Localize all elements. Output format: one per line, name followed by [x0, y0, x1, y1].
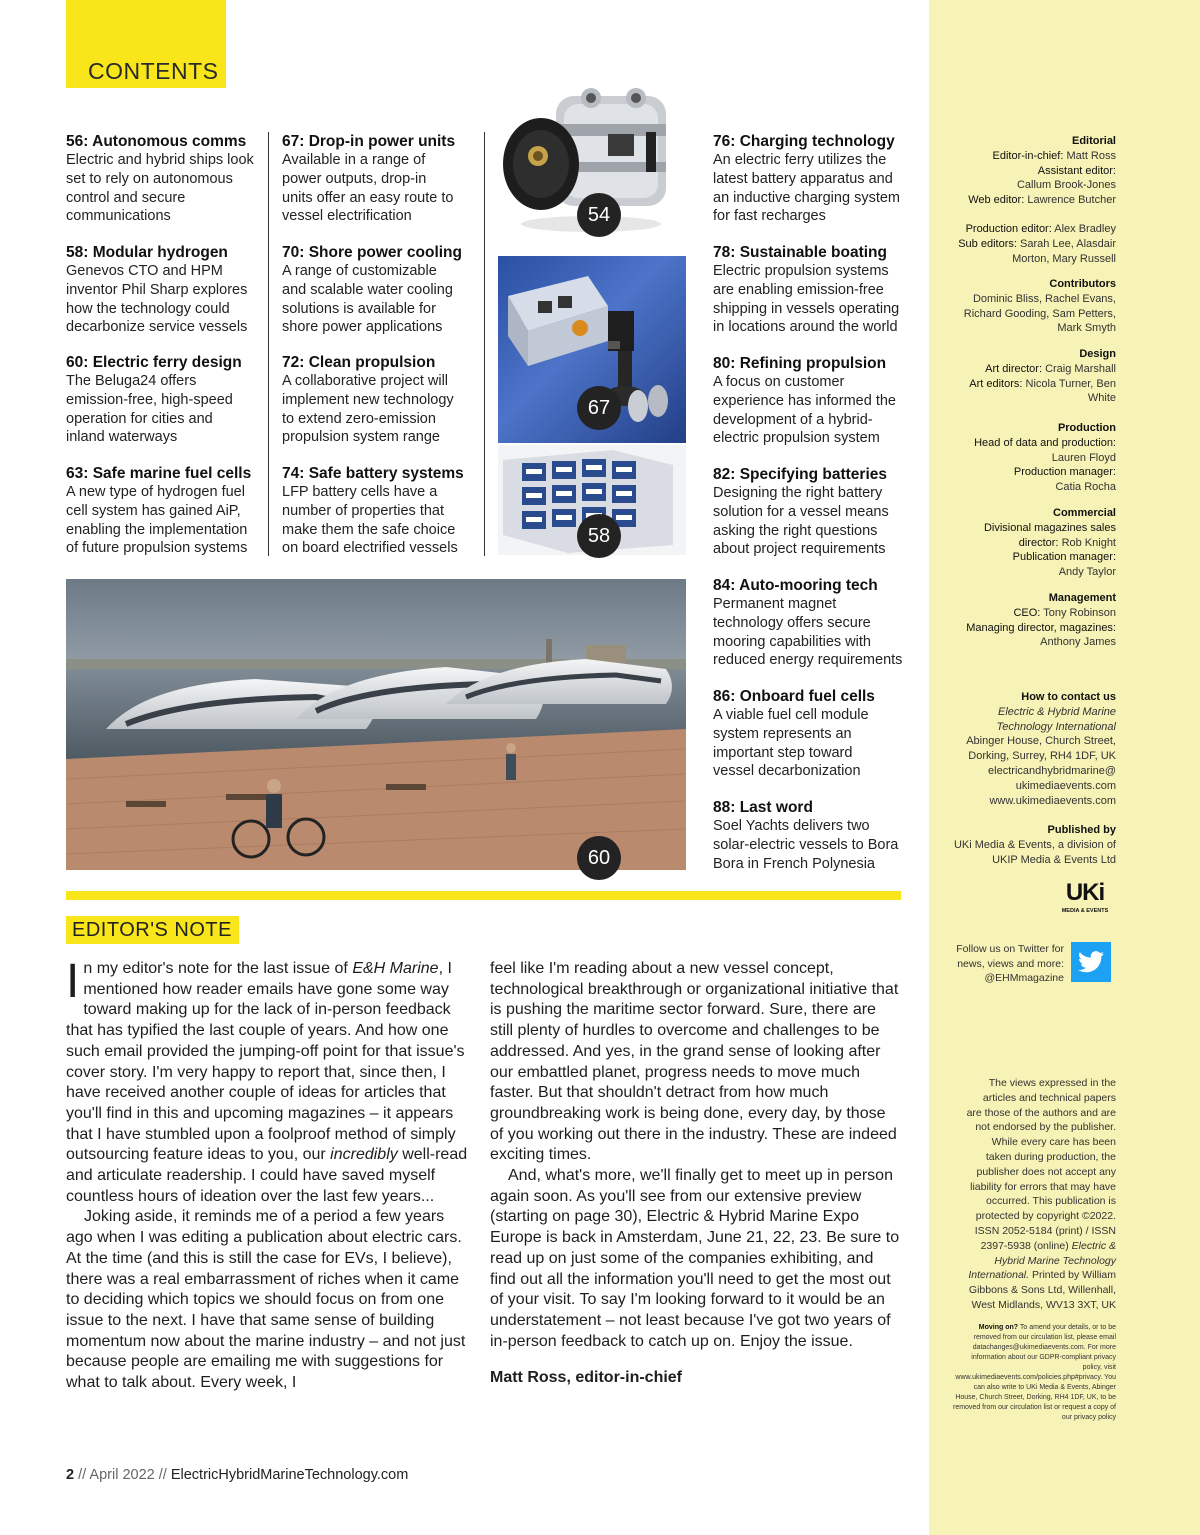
drop-cap: I	[66, 955, 80, 1008]
role-label: Art editors:	[969, 377, 1023, 390]
editor-signature: Matt Ross, editor-in-chief	[490, 1369, 683, 1387]
role-label: Head of data and production:	[974, 436, 1116, 449]
footer-separator: //	[74, 1467, 90, 1483]
toc-title: 78: Sustainable boating	[713, 244, 887, 261]
toc-entry	[66, 132, 271, 226]
notice-text: To amend your details, or to be removed from our circulation list, please email datachanges@ukimediaevents.com. For more information about our GDPR-compliant privacy policy, visit www.ukimediaevents.com/policies.php#privacy. You can also write to UKi Media & Events, Abinger House, Church Street, Dorking, RH4 1DF, UK, to be removed from our circulation list or request a copy of our privacy policy	[952, 1324, 1116, 1421]
masthead-production-editorial	[941, 222, 1116, 266]
role-name: Tony Robinson	[1043, 606, 1116, 619]
page-badge-60: 60	[577, 836, 621, 880]
toc-entry	[282, 132, 487, 226]
section-divider	[66, 891, 901, 900]
ferry-illustration	[66, 579, 686, 870]
role-name: Alex Bradley	[1054, 223, 1116, 235]
masthead-production	[956, 421, 1116, 495]
masthead-heading: Contributors	[1049, 278, 1116, 290]
text-run: , I mentioned how reader emails have gone some way toward making up for the lack of in-person feedback that has typified the last couple of years. And how one such email provided the jumping-off point for that issue's cover story. I'm very happy to report that, since then, I have received another couple of ideas for articles that you'll find in this and upcoming magazines – it appears that I have stumbled upon a foolproof method of simply outsourcing feature ideas to you, our	[66, 960, 465, 1164]
contact-email[interactable]: electricandhybridmarine@ ukimediaevents.com	[988, 764, 1116, 792]
toc-desc: The Beluga24 offers emission-free, high-speed operation for cities and inland waterways	[66, 373, 233, 446]
text-run: Printed by William Gibbons & Sons Ltd, Willenhall, West Midlands, WV13 3XT, UK	[968, 1269, 1116, 1311]
toc-desc: Soel Yachts delivers two solar-electric vessels to Bora Bora in French Polynesia	[713, 818, 899, 872]
column-divider	[484, 132, 485, 556]
contents-label: CONTENTS	[88, 58, 219, 84]
role-name: Catia Rocha	[1055, 481, 1116, 494]
toc-desc: LFP battery cells have a number of properties that make them the safe choice on board electrified vessels	[282, 484, 458, 557]
toc-title: 74: Safe battery systems	[282, 465, 464, 482]
toc-title: 60: Electric ferry design	[66, 354, 242, 371]
masthead-heading: Design	[1079, 348, 1116, 360]
ferry-photo	[66, 579, 686, 870]
toc-desc: A range of customizable and scalable water cooling solutions is available for shore power applications	[282, 263, 453, 336]
role-name: Nicola Turner, Ben White	[1025, 377, 1116, 405]
toc-desc: Available in a range of power outputs, drop-in units offer an easy route to vessel electrification	[282, 152, 454, 225]
editors-note-paragraph	[66, 955, 470, 1207]
toc-desc: A focus on customer experience has informed the development of a hybrid-electric propulsion system	[713, 374, 896, 447]
role-label: Divisional magazines sales director:	[983, 521, 1116, 549]
toc-desc: Genevos CTO and HPM inventor Phil Sharp explores how the technology could decarbonize service vessels	[66, 263, 248, 336]
toc-desc: Electric propulsion systems are enabling emission-free shipping in vessels operating in locations around the world	[713, 263, 900, 336]
masthead-editorial	[936, 134, 1116, 208]
magazine-title: Electric & Hybrid Marine Technology International.	[968, 1239, 1116, 1282]
toc-desc: A collaborative project will implement new technology to extend zero-emission propulsion system range	[282, 373, 454, 446]
logo-wordmark: UKi	[1065, 879, 1105, 906]
twitter-follow-text: Follow us on Twitter for news, views and more: @EHMmagazine	[956, 943, 1064, 984]
toc-desc: Permanent magnet technology offers secure mooring capabilities with reduced energy requirements	[713, 596, 903, 669]
toc-title: 72: Clean propulsion	[282, 354, 436, 371]
magazine-title: E&H Marine	[352, 960, 439, 977]
role-name: Sarah Lee, Alasdair Morton, Mary Russell	[1012, 237, 1116, 265]
disclaimer	[966, 1076, 1116, 1313]
moving-on-notice	[951, 1323, 1116, 1423]
publisher-name: UKi Media & Events, a division of UKIP Media & Events Ltd	[953, 838, 1116, 866]
toc-entry	[66, 464, 271, 558]
toc-desc: A new type of hydrogen fuel cell system has gained AiP, enabling the implementation of future propulsion systems	[66, 484, 248, 557]
toc-title: 80: Refining propulsion	[713, 355, 887, 372]
toc-title: 58: Modular hydrogen	[66, 244, 228, 261]
contact-address: Abinger House, Church Street, Dorking, Surrey, RH4 1DF, UK	[966, 735, 1116, 763]
role-label: Managing director, magazines:	[966, 621, 1116, 634]
masthead-design	[966, 347, 1116, 406]
page-number: 2	[66, 1467, 75, 1483]
toc-entry	[66, 243, 271, 337]
masthead-heading: How to contact us	[1021, 691, 1116, 703]
toc-desc: Designing the right battery solution for a vessel means asking the right questions about project requirements	[713, 485, 889, 558]
role-name: Anthony James	[1040, 636, 1116, 649]
toc-title: 86: Onboard fuel cells	[713, 688, 875, 705]
toc-title: 67: Drop-in power units	[282, 133, 456, 150]
page-badge-58: 58	[577, 514, 621, 558]
toc-title: 84: Auto-mooring tech	[713, 577, 878, 594]
role-label: Sub editors:	[958, 237, 1017, 250]
toc-title: 56: Autonomous comms	[66, 133, 247, 150]
masthead-heading: Commercial	[1053, 507, 1116, 519]
masthead-heading: Production	[1057, 422, 1116, 434]
twitter-bird-glyph	[1078, 951, 1104, 973]
toc-entry	[713, 576, 918, 670]
role-label: Production editor:	[965, 223, 1052, 235]
editors-note-paragraph: And, what's more, we'll finally get to meet up in person again soon. As you'll see from our extensive preview (starting on page 30), Electric & Hybrid Marine Expo Europe is back in Amsterdam, June 21, 22, 23. Be sure to read up on just some of the companies exhibiting, and find out all the information you'll need to get the most out of your visit. To say I'm looking forward to it would be an understatement – not least because I've got two years of in-person feedback to catch up on. Enjoy the issue.	[490, 1167, 900, 1350]
toc-entry	[713, 687, 918, 781]
toc-entry	[713, 132, 918, 226]
role-name: Callum Brook-Jones	[1016, 179, 1116, 192]
role-name: Lawrence Butcher	[1027, 194, 1116, 207]
editors-note-column-1	[66, 955, 470, 1394]
role-label: Art director:	[985, 362, 1043, 375]
role-name: Andy Taylor	[1058, 566, 1116, 579]
toc-entry	[713, 798, 918, 873]
contact-website[interactable]: www.ukimediaevents.com	[989, 794, 1116, 807]
masthead-commercial	[946, 506, 1116, 580]
toc-title: 76: Charging technology	[713, 133, 895, 150]
role-name: Craig Marshall	[1045, 362, 1116, 375]
role-label: Assistant editor:	[1037, 164, 1116, 177]
editors-note-paragraph: feel like I'm reading about a new vessel concept, technological breakthrough or organizational initiative that is pushing the maritime sector forward. Sure, there are still plenty of hurdles to overcome and challenges to be addressed. And yes, in the grand sense of looking after our embattled planet, progress needs to move much faster. But that shouldn't detract from how much groundbreaking work is being done, every day, by those of you working out there in the industry. These are indeed exciting times.	[490, 960, 899, 1164]
logo-tagline: MEDIA & EVENTS	[1061, 908, 1109, 914]
role-label: Editor-in-chief:	[992, 149, 1064, 162]
masthead-heading: Management	[1048, 592, 1116, 604]
role-label: Web editor:	[968, 194, 1025, 207]
masthead-heading: Editorial	[1071, 135, 1116, 147]
role-name: Rob Knight	[1061, 536, 1116, 549]
footer-separator: //	[154, 1467, 171, 1483]
toc-desc: An electric ferry utilizes the latest battery apparatus and an inductive charging system for fast recharges	[713, 152, 900, 225]
magazine-title: Electric & Hybrid Marine Technology International	[996, 705, 1116, 733]
text-run: n my editor's note for the last issue of	[83, 960, 353, 977]
website-link[interactable]: ElectricHybridMarineTechnology.com	[170, 1467, 409, 1483]
editors-note-paragraph: Joking aside, it reminds me of a period a few years ago when I was editing a publication about electric cars. At the time (and this is still the case for EVs, I believe), there was a real embarrassment of riches when it came to deciding which topics we should focus on from one issue to the next. I have that same sense of building momentum now about the marine industry – and not just because people are emailing me with suggestions for what to talk about. Every week, I	[66, 1208, 466, 1392]
issue-date: April 2022	[89, 1467, 155, 1483]
role-label: Publication manager:	[1012, 551, 1116, 564]
text-run: The views expressed in the articles and technical papers are those of the authors and are not endorsed by the publisher. While every care has been taken during production, the publisher does not accept any liability for errors that may have occurred. This publication is protected by copyright ©2022. ISSN 2052-5184 (print) / ISSN 2397-5938 (online)	[966, 1077, 1116, 1252]
contributors-list: Dominic Bliss, Rachel Evans, Richard Gooding, Sam Petters, Mark Smyth	[963, 292, 1116, 335]
toc-title: 63: Safe marine fuel cells	[66, 465, 252, 482]
toc-entry	[282, 243, 487, 337]
toc-title: 88: Last word	[713, 799, 813, 816]
toc-title: 82: Specifying batteries	[713, 466, 888, 483]
contents-tab	[66, 0, 226, 88]
toc-desc: Electric and hybrid ships look set to rely on autonomous control and secure communications	[66, 152, 254, 225]
page-badge-67: 67	[577, 386, 621, 430]
role-name: Matt Ross	[1066, 149, 1116, 162]
page-badge-54: 54	[577, 193, 621, 237]
toc-entry	[66, 353, 271, 447]
toc-entry	[713, 243, 918, 337]
role-label: Production manager:	[1013, 466, 1116, 479]
editors-note-heading: EDITOR'S NOTE	[66, 916, 239, 944]
toc-entry	[282, 353, 487, 447]
uki-logo	[1057, 879, 1113, 925]
page-footer	[66, 1467, 408, 1483]
toc-entry	[713, 354, 918, 448]
masthead-management	[946, 591, 1116, 650]
masthead-contact	[956, 690, 1116, 808]
toc-entry	[713, 465, 918, 559]
masthead-contributors	[946, 277, 1116, 336]
masthead-publisher	[941, 823, 1116, 867]
toc-entry	[282, 464, 487, 558]
editors-note-column-2	[490, 959, 900, 1389]
masthead-heading: Published by	[1047, 824, 1116, 836]
text-run: well-read and articulate readership. I could have saved myself countless hours of ideation over the last few years...	[66, 1146, 468, 1205]
role-label: CEO:	[1013, 606, 1041, 619]
emphasis: incredibly	[330, 1146, 398, 1164]
toc-desc: A viable fuel cell module system represents an important step toward vessel decarbonization	[713, 707, 869, 780]
toc-title: 70: Shore power cooling	[282, 244, 462, 261]
column-divider	[268, 132, 269, 556]
notice-heading: Moving on?	[978, 1324, 1019, 1331]
twitter-icon[interactable]	[1071, 942, 1111, 982]
role-name: Lauren Floyd	[1051, 451, 1116, 464]
